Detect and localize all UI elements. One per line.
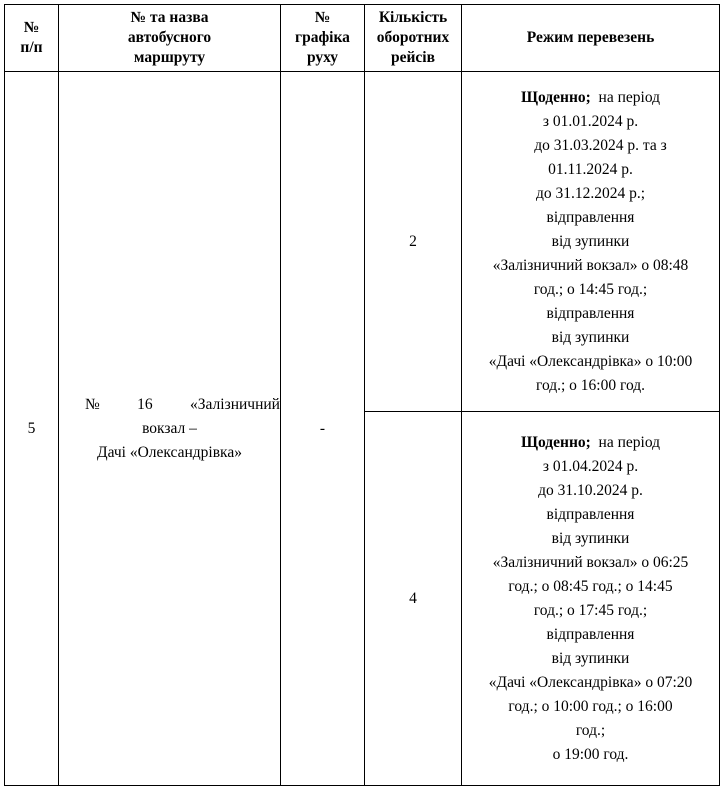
period-label: на період [598,433,661,451]
mode-line: год.; о 10:00 год.; о 16:00 [508,697,673,715]
mode-line: відправлення [546,304,635,322]
schedule-table [4,4,720,786]
mode-line: від зупинки [551,649,630,667]
mode-line: відправлення [546,208,635,226]
route-name-line1 [59,393,280,417]
mode-line [462,431,719,455]
header-row [5,5,720,72]
header-trips-line1: Кількість [378,9,448,26]
mode-line: від зупинки [551,328,630,346]
mode-cell [462,72,720,412]
header-trips [365,5,462,72]
daily-label: Щоденно; [520,88,591,106]
mode-line: «Залізничний вокзал» о 06:25 [492,553,689,571]
header-mode-label: Режим перевезень [526,29,655,46]
table-row [5,72,720,412]
mode-line: год.; о 17:45 год.; [533,601,648,619]
header-num-line2: п/п [20,39,43,56]
word: 31.03.2024 [553,136,624,154]
header-route-line2: автобусного [127,29,212,46]
header-route-line3: маршруту [133,49,206,66]
route-number-cell: 5 [5,72,59,786]
header-graph [281,5,365,72]
mode-line: год.; о 16:00 год. [535,376,646,394]
word: з [660,136,667,154]
mode-cell [462,412,720,786]
mode-line [462,134,719,158]
word: та [642,136,657,154]
mode-line [462,86,719,110]
header-trips-line2: оборотних [376,29,450,46]
header-route [59,5,281,72]
header-num [5,5,59,72]
mode-line: з 01.01.2024 р. [542,112,639,130]
mode-line: год.; о 08:45 год.; о 14:45 [508,577,673,595]
mode-line: «Залізничний вокзал» о 08:48 [492,256,689,274]
route-name-part1: «Залізничний [190,395,280,413]
mode-line: від зупинки [551,232,630,250]
header-graph-line1: № [314,9,331,26]
header-mode [462,5,720,72]
graph-number-cell: - [281,72,365,786]
mode-line: відправлення [546,625,635,643]
route-name-line3: Дачі «Олександрівка» [97,443,242,461]
route-no-sign: № [85,395,100,413]
mode-line: «Дачі «Олександрівка» о 07:20 [488,673,693,691]
route-name-cell [59,72,281,786]
route-code: 16 [137,395,153,413]
mode-line: «Дачі «Олександрівка» о 10:00 [488,352,693,370]
header-graph-line2: графіка [295,29,350,46]
mode-line: год.; [575,721,606,739]
word: до [534,136,550,154]
mode-line: 01.11.2024 р. [548,160,633,178]
daily-label: Щоденно; [520,433,591,451]
mode-line: відправлення [546,505,635,523]
mode-line: о 19:00 год. [552,745,629,763]
header-route-line1: № та назва [130,9,209,26]
mode-line: від зупинки [551,529,630,547]
mode-line: до 31.12.2024 р.; [535,184,646,202]
mode-line: до 31.10.2024 р. [538,481,643,499]
header-graph-line3: руху [306,49,339,66]
trips-cell: 4 [365,412,462,786]
header-trips-line3: рейсів [391,49,435,66]
word: р. [627,136,640,154]
header-num-line1: № [23,19,40,36]
mode-line: з 01.04.2024 р. [542,457,639,475]
mode-line: год.; о 14:45 год.; [533,280,648,298]
period-label: на період [598,88,661,106]
trips-cell: 2 [365,72,462,412]
route-name-line2: вокзал – [142,419,197,437]
